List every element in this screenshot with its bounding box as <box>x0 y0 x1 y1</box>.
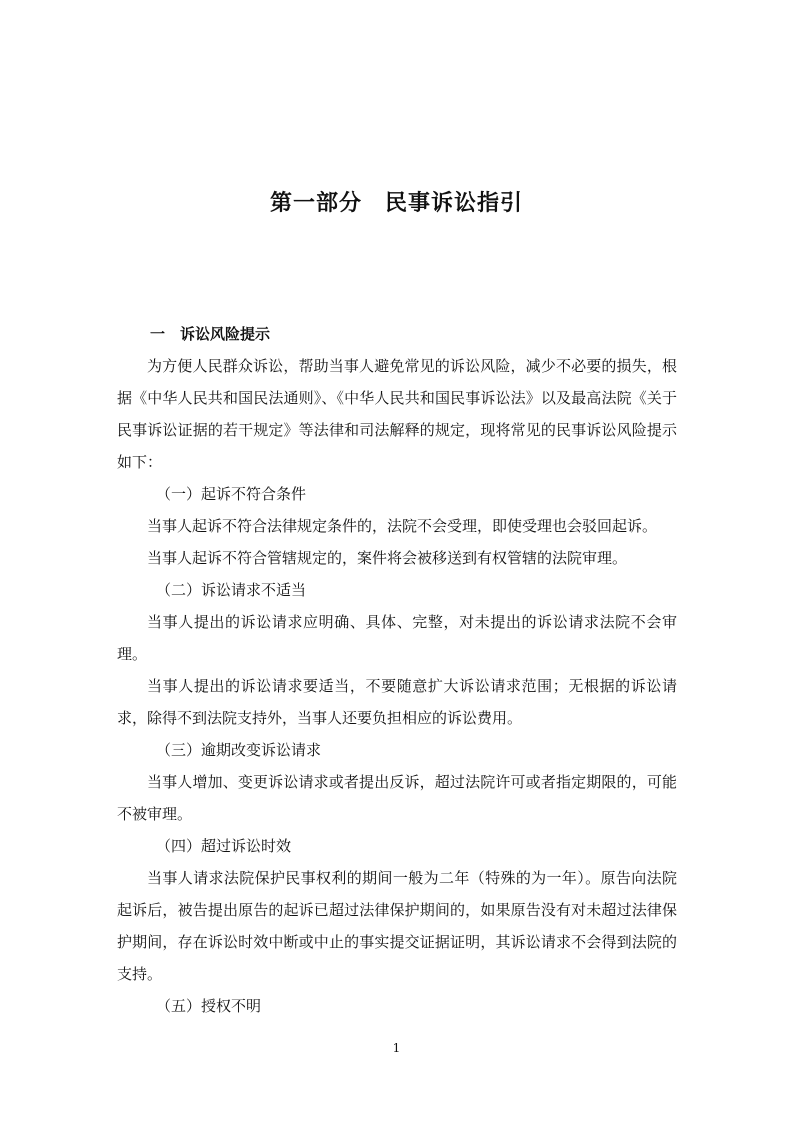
item-paragraph: 当事人提出的诉讼请求应明确、具体、完整，对未提出的诉讼请求法院不会审理。 <box>117 613 677 663</box>
page-number: 1 <box>392 1041 401 1055</box>
page-title: 第一部分 民事诉讼指引 <box>269 191 523 216</box>
item-paragraph: 当事人请求法院保护民事权利的期间一般为二年（特殊的为一年）。原告向法院起诉后，被告提出原告的起诉已超过法律保护期间的，如果原告没有对未超过法律保护期间，存在诉讼时效中断或中止的事实提交证据证明，其诉讼请求不会得到法院的支持。 <box>117 869 677 983</box>
item-heading: （一）起诉不符合条件 <box>156 485 307 503</box>
item-paragraph: 当事人提出的诉讼请求要适当，不要随意扩大诉讼请求范围；无根据的诉讼请求，除得不到法院支持外，当事人还要负担相应的诉讼费用。 <box>117 677 677 727</box>
document-body <box>117 318 677 1022</box>
item-paragraph: 当事人增加、变更诉讼请求或者提出反诉，超过法院许可或者指定期限的，可能不被审理。 <box>117 773 677 823</box>
intro-paragraph: 为方便人民群众诉讼，帮助当事人避免常见的诉讼风险，减少不必要的损失，根据《中华人民共和国民法通则》、《中华人民共和国民事诉讼法》以及最高法院《关于民事诉讼证据的若干规定》等法律和司法解释的规定，现将常见的民事诉讼风险提示如下： <box>117 357 677 471</box>
item-heading: （二）诉讼请求不适当 <box>156 581 307 599</box>
item-heading: （五）授权不明 <box>156 997 262 1015</box>
item-heading: （三）逾期改变诉讼请求 <box>156 741 322 759</box>
item-heading: （四）超过诉讼时效 <box>156 837 292 855</box>
item-paragraph: 当事人起诉不符合法律规定条件的，法院不会受理，即使受理也会驳回起诉。 <box>147 517 658 535</box>
item-paragraph: 当事人起诉不符合管辖规定的，案件将会被移送到有权管辖的法院审理。 <box>147 549 628 567</box>
section-heading: 一 诉讼风险提示 <box>150 325 271 343</box>
